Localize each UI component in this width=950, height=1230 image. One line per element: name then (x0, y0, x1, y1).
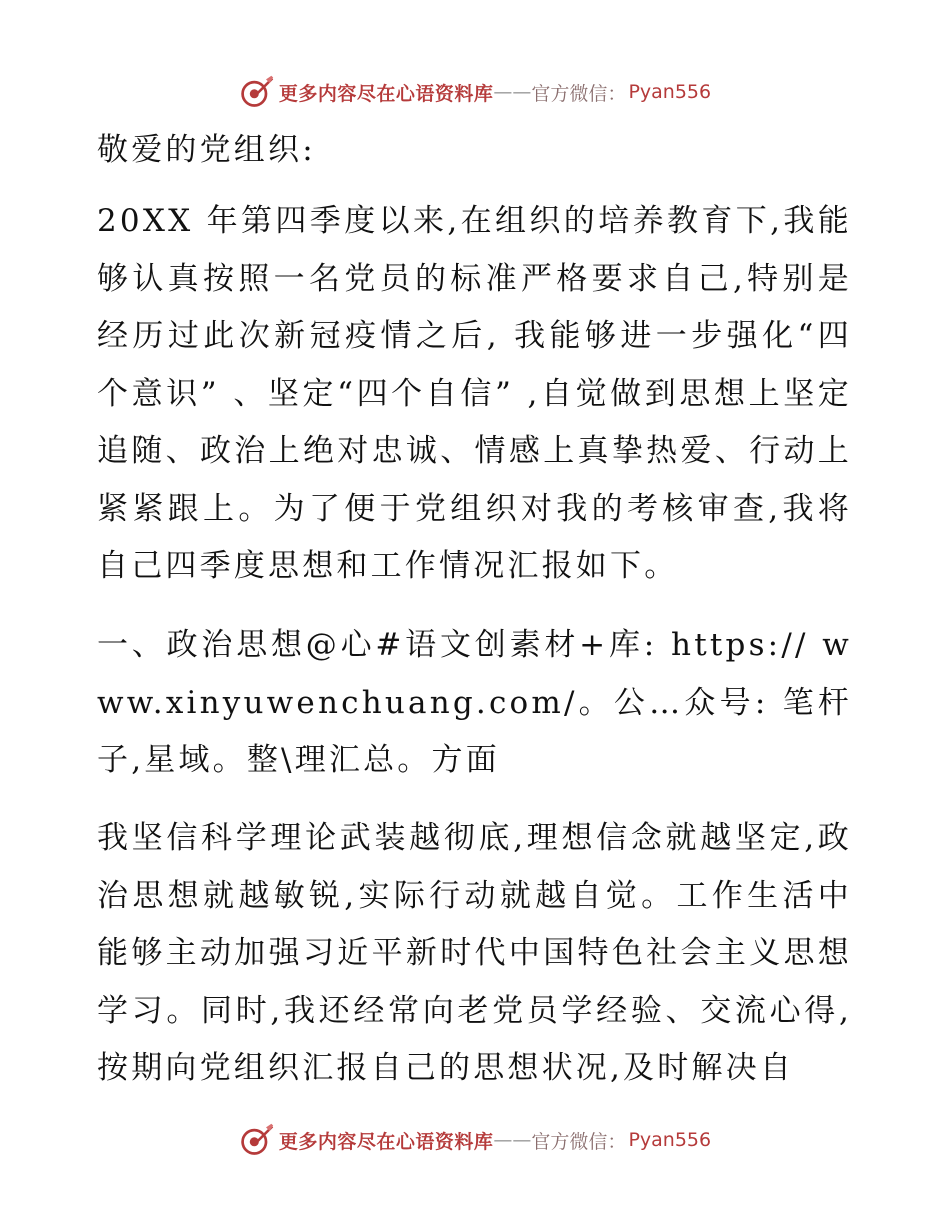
footer-wechat-id: Pyan556 (628, 1129, 712, 1151)
salutation-block (97, 122, 852, 180)
footer-wechat-label: 官方微信： (531, 1130, 627, 1153)
footer-promo-text: 更多内容尽在心语资料库 (278, 1130, 494, 1153)
header-wechat-label: 官方微信： (531, 82, 627, 105)
paragraph-intro: 20XX 年第四季度以来,在组织的培养教育下,我能够认真按照一名党员的标准严格要求自己,特别是经历过此次新冠疫情之后, 我能够进一步强化“四个意识” 、坚定“四个自信” ,自觉做到思想上坚定追随、政治上绝对忠诚、情感上真挚热爱、行动上紧紧跟上。为了便于党组织对我的考核审查,我将自己四季度思想和工作情况汇报如下。 (97, 203, 852, 584)
quill-logo-icon (239, 74, 275, 110)
section-heading-block (97, 617, 852, 790)
header-wechat-id: Pyan556 (628, 81, 712, 103)
paragraph-intro-block (97, 193, 852, 596)
quill-logo-icon (239, 1122, 275, 1158)
footer-banner (0, 1120, 950, 1160)
salutation: 敬爱的党组织: (97, 132, 316, 168)
header-promo-text: 更多内容尽在心语资料库 (278, 82, 494, 105)
section-heading: 一、政治思想@心#语文创素材+库: https:// www.xinyuwenchuang.com/。公…众号: 笔杆子,星域。整\理汇总。方面 (97, 627, 852, 778)
footer-dash: —— (493, 1129, 532, 1151)
header-banner (0, 72, 950, 112)
paragraph-body: 我坚信科学理论武装越彻底,理想信念就越坚定,政治思想就越敏锐,实际行动就越自觉。工作生活中能够主动加强习近平新时代中国特色社会主义思想学习。同时,我还经常向老党员学经验、交流心得,按期向党组织汇报自己的思想状况,及时解决自 (97, 820, 852, 1086)
header-dash: —— (493, 81, 532, 103)
paragraph-body-block (97, 810, 852, 1098)
